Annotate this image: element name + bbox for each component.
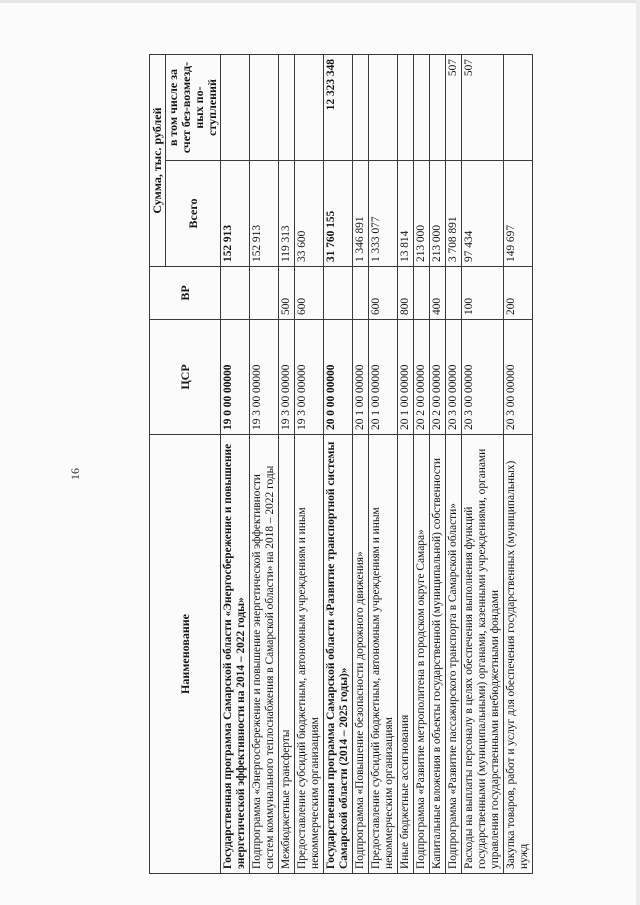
- page-frame: [4, 12, 632, 900]
- row-free-cell: [250, 55, 279, 161]
- row-csr-cell: 19 3 00 00000: [279, 320, 295, 435]
- rotated-content: [4, 12, 632, 900]
- row-vr-cell: [414, 267, 430, 320]
- row-total-cell: 3 708 891: [446, 161, 462, 267]
- row-name-cell: Иные бюджетные ассигнования: [398, 435, 414, 874]
- row-vr-cell: 400: [430, 267, 446, 320]
- row-csr-cell: 20 3 00 00000: [446, 320, 462, 435]
- table-row: [353, 55, 369, 874]
- row-vr-cell: 600: [295, 267, 324, 320]
- row-total-cell: 152 913: [250, 161, 279, 267]
- row-free-cell: [369, 55, 398, 161]
- budget-table: [149, 54, 533, 874]
- row-free-cell: [221, 55, 250, 161]
- row-total-cell: 97 434: [462, 161, 504, 267]
- row-vr-cell: 800: [398, 267, 414, 320]
- row-name-cell: Подпрограмма «Энергосбережение и повышение энергетической эффективности систем коммунального теплоснабжения в Самарской области» на 2018 – 2022 годы: [250, 435, 279, 874]
- row-name-cell: Закупка товаров, работ и услуг для обеспечения государственных (муниципальных) нужд: [504, 435, 533, 874]
- row-free-cell: [295, 55, 324, 161]
- table-row: [250, 55, 279, 874]
- scan-edge-top: [0, 0, 640, 3]
- header-csr: ЦСР: [150, 320, 221, 435]
- row-total-cell: 31 760 155: [324, 161, 353, 267]
- row-total-cell: 33 600: [295, 161, 324, 267]
- row-csr-cell: 20 3 00 00000: [504, 320, 533, 435]
- row-name-cell: Подпрограмма «Повышение безопасности дорожного движения»: [353, 435, 369, 874]
- row-csr-cell: 20 2 00 00000: [430, 320, 446, 435]
- row-vr-cell: [353, 267, 369, 320]
- header-total: Всего: [166, 161, 221, 267]
- row-total-cell: 13 814: [398, 161, 414, 267]
- row-total-cell: 119 313: [279, 161, 295, 267]
- row-csr-cell: 20 1 00 00000: [353, 320, 369, 435]
- row-free-cell: [279, 55, 295, 161]
- row-name-cell: Государственная программа Самарской области «Развитие транспортной системы Самарской области (2014 – 2025 годы)»: [324, 435, 353, 874]
- table-header: [150, 55, 221, 874]
- table-row: [295, 55, 324, 874]
- header-including: в том числе за счет без-возмезд-ных по-ступлений: [166, 55, 221, 161]
- row-vr-cell: 600: [369, 267, 398, 320]
- row-csr-cell: 19 0 00 00000: [221, 320, 250, 435]
- row-free-cell: 12 323 348: [324, 55, 353, 161]
- row-free-cell: 507: [446, 55, 462, 161]
- row-csr-cell: 20 2 00 00000: [414, 320, 430, 435]
- row-free-cell: [353, 55, 369, 161]
- row-free-cell: [504, 55, 533, 161]
- row-total-cell: 149 697: [504, 161, 533, 267]
- row-csr-cell: 20 1 00 00000: [398, 320, 414, 435]
- row-total-cell: 1 333 077: [369, 161, 398, 267]
- header-name: Наименование: [150, 435, 221, 874]
- table-row: [279, 55, 295, 874]
- row-name-cell: Подпрограмма «Развитие метрополитена в городском округе Самара»: [414, 435, 430, 874]
- table-row: [446, 55, 462, 874]
- row-csr-cell: 20 1 00 00000: [369, 320, 398, 435]
- table-row: [398, 55, 414, 874]
- header-sum-group: Сумма, тыс. рублей: [150, 55, 166, 267]
- table-row: [462, 55, 504, 874]
- row-name-cell: Капитальные вложения в объекты государственной (муниципальной) собственности: [430, 435, 446, 874]
- row-vr-cell: [324, 267, 353, 320]
- table-row: [504, 55, 533, 874]
- row-name-cell: Межбюджетные трансферты: [279, 435, 295, 874]
- row-vr-cell: 500: [279, 267, 295, 320]
- row-vr-cell: 100: [462, 267, 504, 320]
- page-number: 16: [68, 468, 82, 480]
- row-csr-cell: 20 0 00 00000: [324, 320, 353, 435]
- header-vr: ВР: [150, 267, 221, 320]
- row-free-cell: [398, 55, 414, 161]
- row-free-cell: [414, 55, 430, 161]
- row-free-cell: [430, 55, 446, 161]
- table-body: [221, 55, 533, 874]
- row-total-cell: 213 000: [414, 161, 430, 267]
- row-name-cell: Предоставление субсидий бюджетным, автономным учреждениям и иным некоммерческим организациям: [369, 435, 398, 874]
- table-row: [430, 55, 446, 874]
- row-vr-cell: [250, 267, 279, 320]
- row-name-cell: Государственная программа Самарской области «Энергосбережение и повышение энергетической эффективности на 2014 – 2022 годы»: [221, 435, 250, 874]
- row-csr-cell: 19 3 00 00000: [295, 320, 324, 435]
- row-name-cell: Предоставление субсидий бюджетным, автономным учреждениям и иным некоммерческим организациям: [295, 435, 324, 874]
- row-csr-cell: 20 3 00 00000: [462, 320, 504, 435]
- row-vr-cell: 200: [504, 267, 533, 320]
- row-total-cell: 213 000: [430, 161, 446, 267]
- row-total-cell: 1 346 891: [353, 161, 369, 267]
- table-row: [221, 55, 250, 874]
- table-row: [369, 55, 398, 874]
- row-vr-cell: [221, 267, 250, 320]
- row-name-cell: Расходы на выплаты персоналу в целях обеспечения выполнения функций государственными (муниципальными) органами, казенными учреждениями, органами управления государственными внебюджетными фондами: [462, 435, 504, 874]
- row-total-cell: 152 913: [221, 161, 250, 267]
- row-free-cell: 507: [462, 55, 504, 161]
- row-vr-cell: [446, 267, 462, 320]
- row-name-cell: Подпрограмма «Развитие пассажирского транспорта в Самарской области»: [446, 435, 462, 874]
- table-row: [324, 55, 353, 874]
- row-csr-cell: 19 3 00 00000: [250, 320, 279, 435]
- table-row: [414, 55, 430, 874]
- scan-edge-right: [636, 0, 640, 905]
